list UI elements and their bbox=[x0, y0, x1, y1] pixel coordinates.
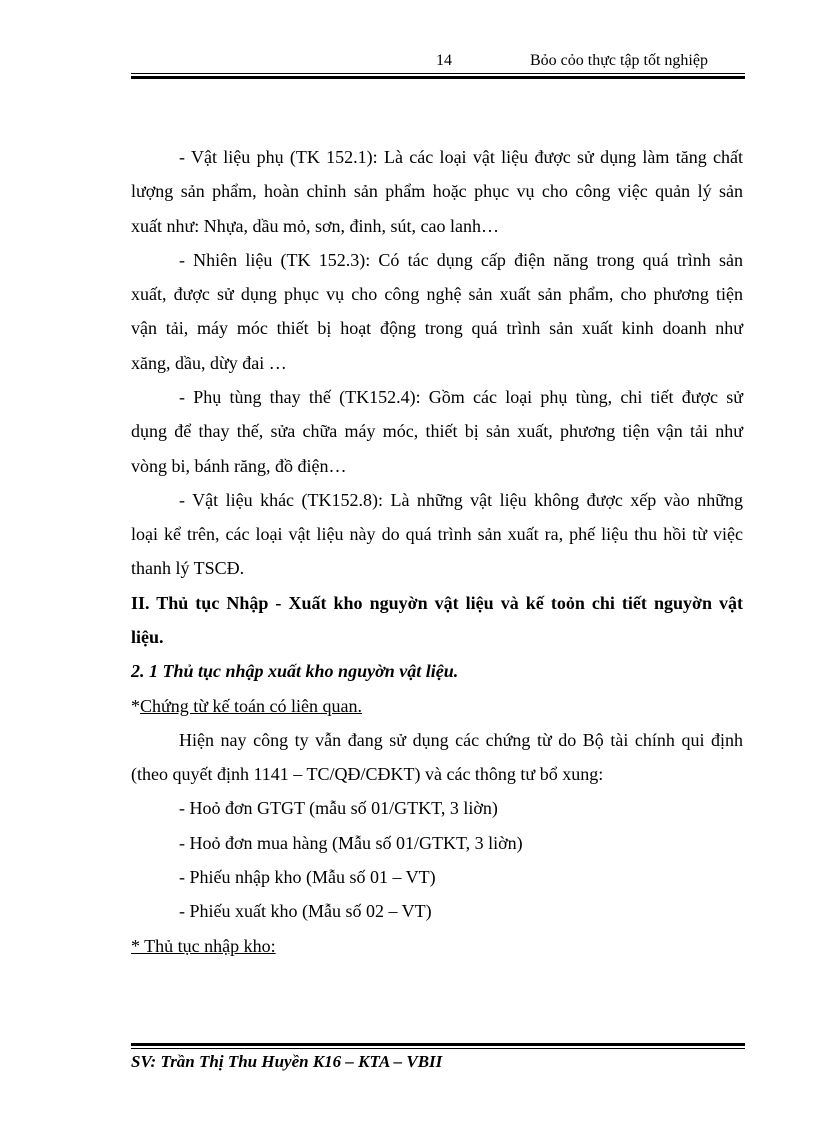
footer-rule-thick bbox=[131, 1043, 745, 1046]
documents-heading bbox=[131, 689, 362, 723]
list-item: - Phiếu nhập kho (Mẫu số 01 – VT) bbox=[179, 867, 436, 887]
paragraph-line: lượng sản phẩm, hoàn chỉnh sản phẩm hoặc phục vụ cho công việc quản lý sản bbox=[131, 181, 743, 201]
paragraph-line: (theo quyết định 1141 – TC/QĐ/CĐKT) và các thông tư bổ xung: bbox=[131, 764, 604, 784]
import-procedure-heading: * Thủ tục nhập kho: bbox=[131, 936, 276, 956]
paragraph-line: xuất, được sử dụng phục vụ cho công nghệ sản xuất sản phẩm, cho phương tiện bbox=[131, 284, 743, 304]
paragraph-line: vòng bi, bánh răng, đồ điện… bbox=[131, 456, 347, 476]
paragraph-line: vận tải, máy móc thiết bị hoạt động trong quá trình sản xuất kinh doanh như bbox=[131, 318, 743, 338]
section-heading: II. Thủ tục Nhập - Xuất kho nguyờn vật liệu và kế toỏn chi tiết nguyờn vật bbox=[131, 593, 743, 613]
documents-star: * bbox=[131, 696, 140, 716]
paragraph-line: - Vật liệu phụ (TK 152.1): Là các loại vật liệu được sử dụng làm tăng chất bbox=[179, 147, 743, 167]
list-item: - Phiếu xuất kho (Mẫu số 02 – VT) bbox=[179, 901, 432, 921]
header-rule-thick bbox=[131, 76, 745, 79]
paragraph-line: dụng để thay thế, sửa chữa máy móc, thiết bị sản xuất, phương tiện vận tải như bbox=[131, 421, 743, 441]
section-heading-cont: liệu. bbox=[131, 627, 164, 647]
header-rule-thin bbox=[131, 73, 745, 74]
paragraph-line: - Nhiên liệu (TK 152.3): Có tác dụng cấp điện năng trong quá trình sản bbox=[179, 250, 743, 270]
paragraph-line: xuất như: Nhựa, dầu mỏ, sơn, đinh, sút, cao lanh… bbox=[131, 216, 499, 236]
header-title: Bỏo cỏo thực tập tốt nghiệp bbox=[530, 52, 708, 69]
footer-student: SV: Trần Thị Thu Huyền K16 – KTA – VBII bbox=[131, 1052, 443, 1071]
paragraph-line: thanh lý TSCĐ. bbox=[131, 558, 245, 578]
paragraph-line: Hiện nay công ty vẫn đang sử dụng các chứng từ do Bộ tài chính qui định bbox=[179, 730, 743, 750]
subsection-heading: 2. 1 Thủ tục nhập xuất kho nguyờn vật liệu. bbox=[131, 661, 459, 681]
list-item: - Hoỏ đơn GTGT (mẫu số 01/GTKT, 3 liờn) bbox=[179, 798, 498, 818]
page-number: 14 bbox=[436, 52, 452, 69]
paragraph-line: - Phụ tùng thay thế (TK152.4): Gồm các loại phụ tùng, chi tiết được sử bbox=[179, 387, 743, 407]
list-item: - Hoỏ đơn mua hàng (Mẫu số 01/GTKT, 3 liờn) bbox=[179, 833, 523, 853]
paragraph-line: - Vật liệu khác (TK152.8): Là những vật liệu không được xếp vào những bbox=[179, 490, 743, 510]
documents-heading-text: Chứng từ kế toán có liên quan. bbox=[140, 696, 362, 716]
paragraph-line: xăng, dầu, dừy đai … bbox=[131, 353, 287, 373]
paragraph-line: loại kể trên, các loại vật liệu này do quá trình sản xuất ra, phế liệu thu hồi từ việc bbox=[131, 524, 743, 544]
footer-rule-thin bbox=[131, 1048, 745, 1049]
